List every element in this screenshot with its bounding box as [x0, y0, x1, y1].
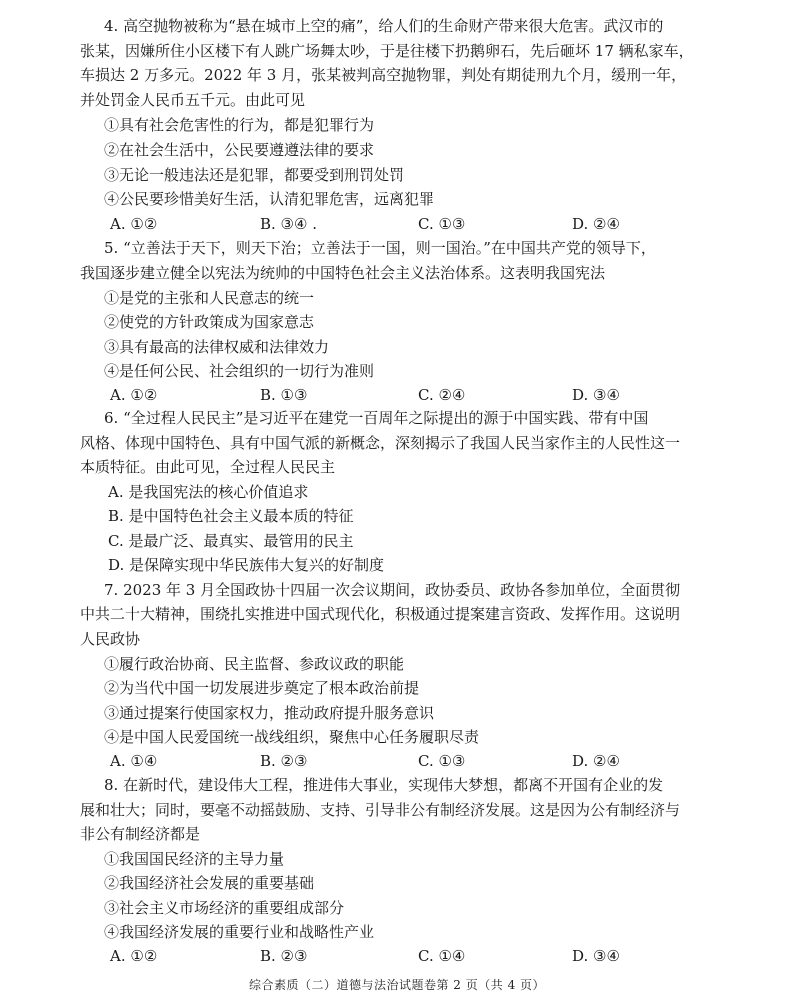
- q4-stem-line-1: 4. 高空抛物被称为“悬在城市上空的痛”，给人们的生命财产带来很大危害。武汉市的: [104, 17, 664, 35]
- q6-stem-line-1: 6. “全过程人民民主”是习近平在建党一百周年之际提出的源于中国实践、带有中国: [104, 409, 649, 427]
- q5-choice-d: D. ③④: [572, 386, 620, 404]
- q4-stem-line-2: 张某，因嫌所住小区楼下有人跳广场舞太吵，于是往楼下扔鹅卵石，先后砸坏 17 辆私家车，: [80, 42, 694, 60]
- q8-choices: [110, 944, 720, 968]
- q8-choice-a: A. ①②: [110, 947, 158, 965]
- q7-choice-d: D. ②④: [572, 752, 620, 770]
- q5-choice-b: B. ①③: [260, 386, 308, 404]
- q5-choices: [110, 383, 720, 407]
- q8-option-2: ②我国经济社会发展的重要基础: [104, 874, 315, 892]
- q5-option-2: ②使党的方针政策成为国家意志: [104, 313, 315, 331]
- q4-stem-line-4: 并处罚金人民币五千元。由此可见: [80, 91, 306, 109]
- q7-stem-line-3: 人民政协: [80, 630, 141, 648]
- q4-choice-c: C. ①③: [418, 215, 466, 233]
- q8-stem-line-3: 非公有制经济都是: [80, 825, 201, 843]
- q7-stem-line-1: 7. 2023 年 3 月全国政协十四届一次会议期间，政协委员、政协各参加单位，全面贯彻: [104, 581, 681, 599]
- q6-option-b: B. 是中国特色社会主义最本质的特征: [108, 507, 354, 525]
- q5-choice-c: C. ②④: [418, 386, 466, 404]
- q5-choice-a: A. ①②: [110, 386, 158, 404]
- q5-option-4: ④是任何公民、社会组织的一切行为准则: [104, 362, 375, 380]
- q4-option-1: ①具有社会危害性的行为，都是犯罪行为: [104, 116, 375, 134]
- q6-option-a: A. 是我国宪法的核心价值追求: [108, 483, 309, 501]
- q8-choice-c: C. ①④: [418, 947, 466, 965]
- q4-option-2: ②在社会生活中，公民要遵遵法律的要求: [104, 141, 375, 159]
- q4-option-3: ③无论一般违法还是犯罪，都要受到刑罚处罚: [104, 166, 405, 184]
- q7-choices: [110, 749, 720, 773]
- q6-option-c: C. 是最广泛、最真实、最管用的民主: [108, 532, 354, 550]
- q7-choice-c: C. ①③: [418, 752, 466, 770]
- q7-option-2: ②为当代中国一切发展进步奠定了根本政治前提: [104, 679, 420, 697]
- q6-stem-line-3: 本质特征。由此可见，全过程人民民主: [80, 458, 336, 476]
- q5-option-1: ①是党的主张和人民意志的统一: [104, 289, 315, 307]
- q5-stem-line-1: 5. “立善法于天下，则天下治；立善法于一国，则一国治。”在中国共产党的领导下，: [104, 239, 656, 257]
- q4-choice-d: D. ②④: [572, 215, 620, 233]
- q4-option-4: ④公民要珍惜美好生活，认清犯罪危害，远离犯罪: [104, 190, 435, 208]
- q8-option-1: ①我国国民经济的主导力量: [104, 850, 285, 868]
- q4-choices: [110, 212, 720, 236]
- q7-choice-a: A. ①④: [110, 752, 158, 770]
- q7-choice-b: B. ②③: [260, 752, 308, 770]
- q8-option-4: ④我国经济发展的重要行业和战略性产业: [104, 923, 375, 941]
- q8-choice-b: B. ②③: [260, 947, 308, 965]
- q8-stem-line-2: 展和壮大；同时，要毫不动摇鼓励、支持、引导非公有制经济发展。这是因为公有制经济与: [80, 801, 681, 819]
- q6-option-d: D. 是保障实现中华民族伟大复兴的好制度: [108, 556, 385, 574]
- q7-stem-line-2: 中共二十大精神，围绕扎实推进中国式现代化，积极通过提案建言资政、发挥作用。这说明: [80, 605, 681, 623]
- q8-choice-d: D. ③④: [572, 947, 620, 965]
- q7-option-3: ③通过提案行使国家权力，推动政府提升服务意识: [104, 704, 435, 722]
- q7-option-4: ④是中国人民爱国统一战线组织，聚焦中心任务履职尽责: [104, 728, 480, 746]
- page-footer: 综合素质（二）道德与法治试题卷第 2 页（共 4 页）: [248, 978, 546, 992]
- q6-stem-line-2: 风格、体现中国特色、具有中国气派的新概念，深刻揭示了我国人民当家作主的人民性这一: [80, 434, 681, 452]
- q5-stem-line-2: 我国逐步建立健全以宪法为统帅的中国特色社会主义法治体系。这表明我国宪法: [80, 264, 606, 282]
- q4-choice-b: B. ③④ .: [260, 215, 317, 233]
- q5-option-3: ③具有最高的法律权威和法律效力: [104, 338, 330, 356]
- q4-stem-line-3: 车损达 2 万多元。2022 年 3 月，张某被判高空抛物罪，判处有期徒刑九个月，缓刑一年，: [80, 66, 687, 84]
- q8-stem-line-1: 8. 在新时代，建设伟大工程，推进伟大事业，实现伟大梦想，都离不开国有企业的发: [104, 776, 664, 794]
- q8-option-3: ③社会主义市场经济的重要组成部分: [104, 899, 345, 917]
- q4-choice-a: A. ①②: [110, 215, 158, 233]
- q7-option-1: ①履行政治协商、民主监督、参政议政的职能: [104, 655, 405, 673]
